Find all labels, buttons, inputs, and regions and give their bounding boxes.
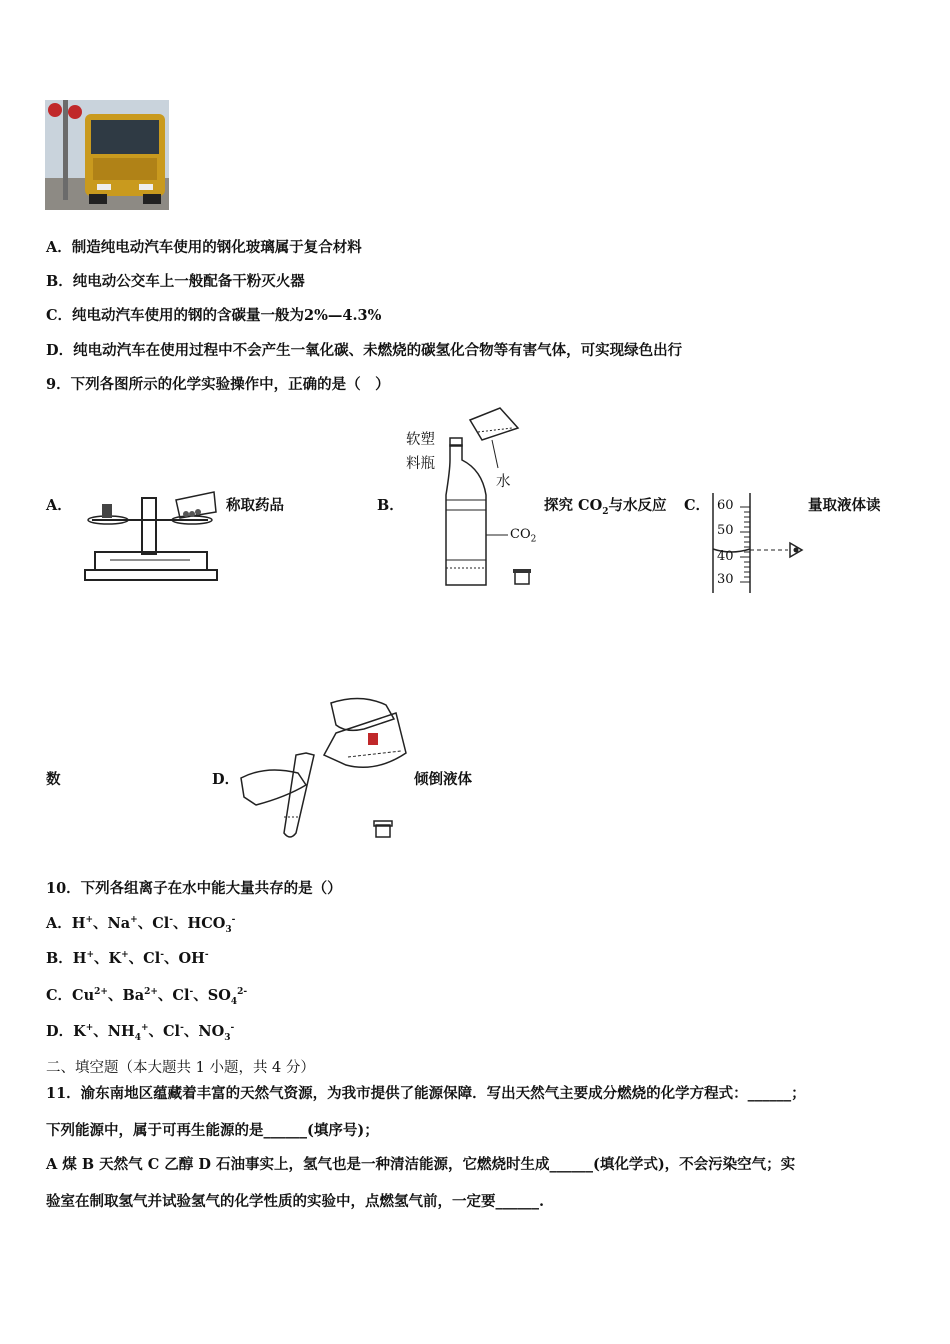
q10-option-c: C．$Cu^{2+}$、$Ba^{2+}$、Cl-、$SO_4^{2-}$ bbox=[46, 987, 248, 1007]
co2-label: $CO_2$ bbox=[510, 527, 537, 545]
bottle-label-1: 软塑 bbox=[406, 432, 435, 448]
q9-c-text-cont: 数 bbox=[46, 771, 61, 788]
q11-line-4: 验室在制取氢气并试验氢气的化学性质的实验中，点燃氢气前，一定要______. bbox=[46, 1193, 545, 1210]
q9-a-label: A． bbox=[46, 497, 72, 514]
q8-option-c: C．纯电动汽车使用的钢的含碳量一般为2%—4.3% bbox=[46, 307, 382, 324]
q10-option-d: D．K+、$NH_4^+$、Cl-、$NO_3^-$ bbox=[46, 1023, 235, 1043]
q8-option-d: D．纯电动汽车在使用过程中不会产生一氧化碳、未燃烧的碳氢化合物等有害气体，可实现绿色出行 bbox=[46, 342, 683, 359]
q9-b-label: B． bbox=[377, 497, 404, 514]
q9-b-text: 探究 $CO_2$与水反应 bbox=[544, 497, 667, 517]
balance-figure bbox=[80, 490, 220, 585]
q10-option-b: B．H+、K+、Cl-、OH- bbox=[46, 950, 209, 967]
electric-bus-photo bbox=[45, 100, 169, 210]
q9-c-text: 量取液体读 bbox=[808, 497, 881, 514]
q10-option-a: A．H+、Na+、Cl-、$HCO_3^-$ bbox=[46, 915, 236, 935]
q9-c-label: C． bbox=[684, 497, 711, 514]
pouring-liquid-figure bbox=[236, 693, 411, 843]
q8-option-a: A．制造纯电动汽车使用的钢化玻璃属于复合材料 bbox=[46, 239, 362, 256]
cylinder-tick-50: 50 bbox=[717, 523, 734, 538]
section-title: 二、填空题（本大题共 1 小题，共 4 分） bbox=[46, 1060, 315, 1076]
bottle-label-2: 料瓶 bbox=[406, 456, 435, 472]
water-label: 水 bbox=[496, 474, 511, 490]
q9-d-text: 倾倒液体 bbox=[414, 771, 472, 788]
q8-option-b: B．纯电动公交车上一般配备干粉灭火器 bbox=[46, 273, 305, 290]
q9-d-label: D． bbox=[212, 771, 240, 788]
cylinder-tick-30: 30 bbox=[717, 572, 734, 587]
q10-stem: 10．下列各组离子在水中能大量共存的是（） bbox=[46, 880, 342, 897]
q11-line-1: 11．渝东南地区蕴藏着丰富的天然气资源，为我市提供了能源保障．写出天然气主要成分燃烧的化学方程式：______； bbox=[46, 1085, 806, 1102]
cylinder-tick-40: 40 bbox=[717, 549, 734, 564]
q9-stem: 9．下列各图所示的化学实验操作中，正确的是（ ） bbox=[46, 376, 390, 393]
cylinder-tick-60: 60 bbox=[717, 498, 734, 513]
q11-line-2: 下列能源中，属于可再生能源的是______(填序号)； bbox=[46, 1122, 379, 1139]
q9-a-text: 称取药品 bbox=[226, 497, 284, 514]
q11-line-3: A 煤 B 天然气 C 乙醇 D 石油事实上，氢气也是一种清洁能源，它燃烧时生成______(填化学式)，不会污染空气；实 bbox=[46, 1156, 796, 1173]
